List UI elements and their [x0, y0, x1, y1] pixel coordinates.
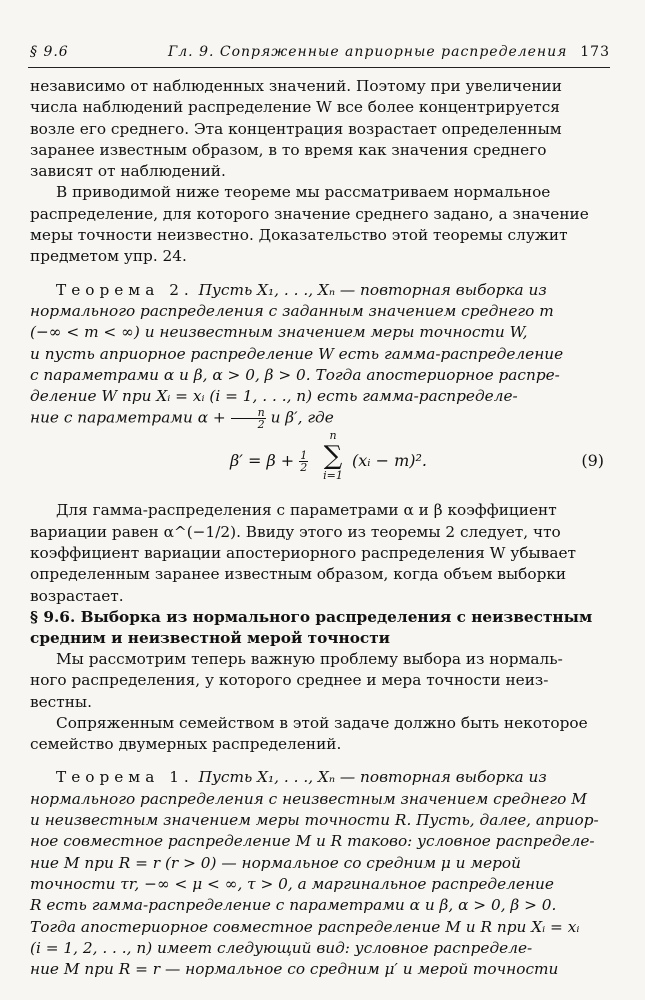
fraction-half: $\frac{1}{2}$	[300, 449, 308, 475]
paragraph-5	[30, 713, 606, 756]
body-text	[30, 76, 606, 980]
paragraph-2	[30, 182, 606, 267]
formula-9	[30, 429, 606, 496]
theorem-1	[30, 767, 606, 980]
text-line: меры точности неизвестно. Доказательство этой теоремы служит	[30, 226, 568, 245]
text-line: коэффициент вариации апостериорного распределения W убывает	[30, 544, 576, 563]
text-line: заранее известным образом, в то время как значения среднего	[30, 140, 547, 159]
text-line: и неизвестным значением меры точности R. Пусть, далее, априор-	[30, 811, 599, 830]
text-line: и пусть априорное распределение W есть гамма-распределение	[30, 344, 564, 363]
text-line: (−∞ < m < ∞) и неизвестным значением меры точности W,	[30, 323, 528, 342]
text-line: ного распределения, у которого среднее и мера точности неиз-	[30, 671, 549, 690]
fraction-n-over-2: $\frac{n}{2}$	[231, 407, 266, 430]
text-line: семейство двумерных распределений.	[30, 735, 342, 754]
sum-symbol: n ∑ i=1	[323, 429, 343, 483]
text-line: точности τr, −∞ < μ < ∞, τ > 0, а маргинальное распределение	[30, 874, 554, 893]
header-section: § 9.6	[30, 44, 69, 60]
section-heading	[30, 607, 606, 649]
text-line: с параметрами α и β, α > 0, β > 0. Тогда апостериорное распре-	[30, 365, 560, 384]
header-title: Гл. 9. Сопряженные априорные распределения	[168, 44, 568, 60]
text-line: ное совместное распределение M и R таково: условное распределе-	[30, 832, 595, 851]
text-line: ние M при R = r (r > 0) — нормальное со средним μ и мерой	[30, 853, 521, 872]
text-line: ние с параметрами α +	[30, 408, 226, 427]
paragraph-4	[30, 649, 606, 713]
formula-lhs: β′ = β + $\frac{1}{2}$	[230, 449, 308, 475]
text-line: средним и неизвестной мерой точности	[30, 628, 391, 647]
theorem-1-label: Теорема 1.	[56, 768, 194, 787]
page-number: 173	[580, 44, 610, 60]
text-line: вестны.	[30, 692, 92, 711]
text-line: нормального распределения с заданным значением среднего m	[30, 301, 554, 320]
text-line: ние M при R = r — нормальное со средним μ′ и мерой точности	[30, 960, 559, 979]
text-line: возрастает.	[30, 586, 124, 605]
text-line: определенным заранее известным образом, когда объем выборки	[30, 565, 567, 584]
formula-rhs: (xᵢ − m)².	[352, 451, 427, 471]
text-line: распределение, для которого значение среднего задано, а значение	[30, 204, 589, 223]
text-line: Пусть X₁, . . ., Xₙ — повторная выборка из	[198, 768, 547, 787]
paragraph-1	[30, 76, 606, 182]
text-line: независимо от наблюденных значений. Поэтому при увеличении	[30, 77, 562, 95]
text-line: § 9.6. Выборка из нормального распределения с неизвестным	[30, 607, 593, 626]
theorem-2	[30, 280, 606, 431]
equation-number: (9)	[581, 451, 604, 471]
text-line: Тогда апостериорное совместное распределение M и R при Xᵢ = xᵢ	[30, 917, 580, 936]
text-line: R есть гамма-распределение с параметрами α и β, α > 0, β > 0.	[30, 896, 557, 915]
text-line: вариации равен α^(−1/2). Ввиду этого из теоремы 2 следует, что	[30, 522, 561, 541]
text-line: Мы рассмотрим теперь важную проблему выбора из нормаль-	[56, 649, 563, 668]
text-line: предметом упр. 24.	[30, 247, 187, 266]
text-line: нормального распределения с неизвестным значением среднего M	[30, 789, 587, 808]
running-header	[28, 44, 610, 66]
theorem-2-label: Теорема 2.	[56, 280, 194, 299]
text-line: В приводимой ниже теореме мы рассматриваем нормальное	[56, 183, 551, 202]
paragraph-3	[30, 500, 606, 606]
text-line: и β′, где	[270, 408, 334, 427]
text-line: деление W при Xᵢ = xᵢ (i = 1, . . ., n) есть гамма-распределе-	[30, 387, 518, 406]
text-line: возле его среднего. Эта концентрация возрастает определенным	[30, 119, 562, 138]
text-line: Для гамма-распределения с параметрами α и β коэффициент	[56, 501, 557, 520]
text-line: (i = 1, 2, . . ., n) имеет следующий вид: условное распределе-	[30, 938, 533, 957]
header-rule	[28, 67, 610, 68]
text-line: Пусть X₁, . . ., Xₙ — повторная выборка из	[198, 280, 547, 299]
text-line: Сопряженным семейством в этой задаче должно быть некоторое	[56, 713, 588, 732]
text-line: числа наблюдений распределение W все более концентрируется	[30, 98, 560, 117]
text-line: зависят от наблюдений.	[30, 162, 226, 181]
